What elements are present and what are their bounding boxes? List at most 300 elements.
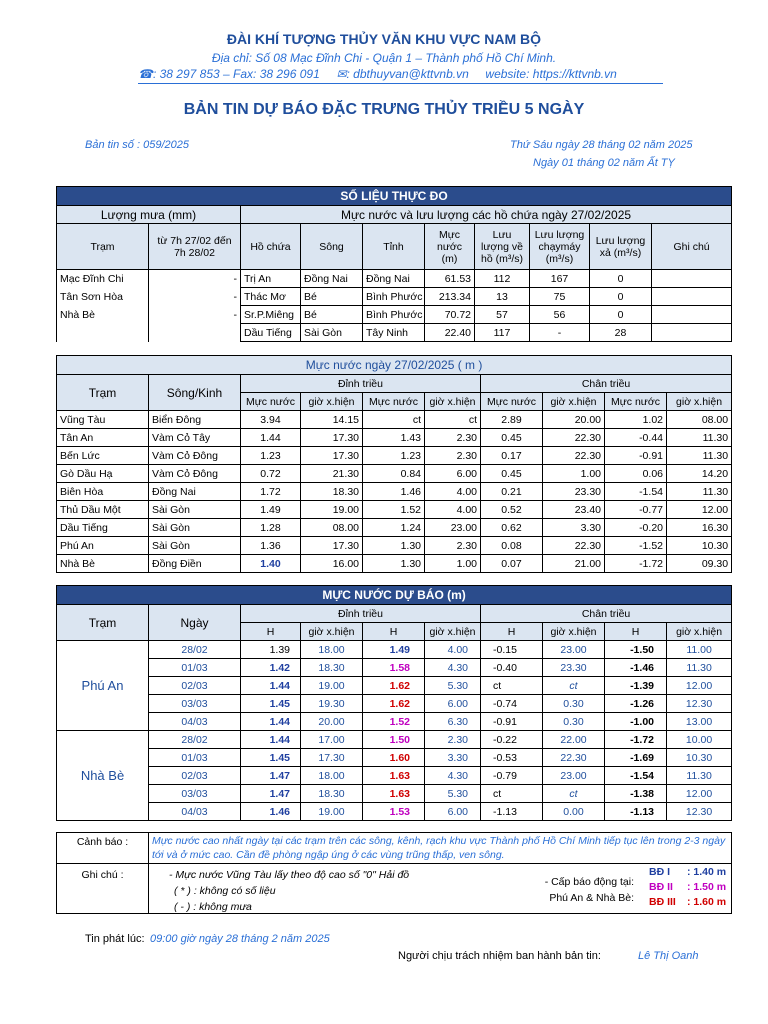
table-row — [57, 803, 732, 821]
table-cell: -1.52 — [605, 537, 667, 555]
table-cell: 0.21 — [481, 483, 543, 501]
alarm-level-value: 1.50 m — [693, 881, 727, 893]
table-cell: -1.00 — [605, 713, 667, 731]
table-cell: 0 — [590, 270, 652, 288]
table-cell: 1.30 — [363, 555, 425, 573]
table-row — [57, 519, 732, 537]
subheader-cell: giờ x.hiện — [667, 393, 732, 411]
table-cell: 1.23 — [363, 447, 425, 465]
table-cell: 10.30 — [667, 749, 732, 767]
col-date: Ngày — [149, 605, 241, 641]
table-cell: 0.00 — [543, 803, 605, 821]
table-cell: 23.00 — [543, 641, 605, 659]
table-cell: -1.54 — [605, 767, 667, 785]
table-cell: Tân Sơn Hòa — [57, 288, 149, 306]
table-cell: 04/03 — [149, 713, 241, 731]
table-cell: 2.30 — [425, 731, 481, 749]
table-cell: 12.00 — [667, 501, 732, 519]
table-cell: Mạc Đĩnh Chi — [57, 270, 149, 288]
table-cell: 4.00 — [425, 501, 481, 519]
table-cell: -0.91 — [481, 713, 543, 731]
table-cell: 1.24 — [363, 519, 425, 537]
rain-header: Lượng mưa (mm) — [57, 206, 241, 224]
table-cell: Phú An — [57, 537, 149, 555]
alarm-labels — [504, 874, 634, 906]
table-cell: 21.30 — [301, 465, 363, 483]
issued-time: 09:00 giờ ngày 28 tháng 2 năm 2025 — [150, 933, 330, 945]
table-cell: 0.17 — [481, 447, 543, 465]
table-cell: 16.00 — [301, 555, 363, 573]
table-cell: 17.30 — [301, 749, 363, 767]
table-cell: 1.39 — [241, 641, 301, 659]
observed-title: SỐ LIỆU THỰC ĐO — [57, 187, 732, 206]
table-cell: 22.30 — [543, 537, 605, 555]
table-cell: 1.45 — [241, 749, 301, 767]
subheader-cell: giờ x.hiện — [667, 623, 732, 641]
alarm-sep: : — [687, 881, 694, 893]
table-cell: 1.43 — [363, 429, 425, 447]
table-cell: 11.00 — [667, 641, 732, 659]
col-province: Tỉnh — [363, 224, 425, 270]
table-cell: 22.30 — [543, 429, 605, 447]
table-row — [57, 411, 732, 429]
forecast-station: Nhà Bè — [57, 731, 149, 821]
col-station: Trạm — [57, 605, 149, 641]
low-tide-header: Chân triều — [481, 375, 732, 393]
subheader-cell: H — [241, 623, 301, 641]
alarm-level-value: 1.60 m — [693, 896, 727, 908]
table-cell: 12.30 — [667, 803, 732, 821]
table-cell: 08.00 — [301, 519, 363, 537]
table-cell: Thủ Dầu Một — [57, 501, 149, 519]
note-line: - Mực nước Vũng Tàu lấy theo độ cao số "0" Hải đồ — [169, 869, 410, 881]
table-cell: -0.22 — [481, 731, 543, 749]
table-cell: 1.46 — [241, 803, 301, 821]
table-cell: Tây Ninh — [363, 324, 425, 342]
table-cell: -1.72 — [605, 555, 667, 573]
alarm-level — [649, 865, 726, 880]
table-cell: -0.74 — [481, 695, 543, 713]
table-cell: ct — [481, 785, 543, 803]
table-cell: -1.69 — [605, 749, 667, 767]
note-line: ( - ) : không mưa — [174, 901, 252, 913]
table-cell: 04/03 — [149, 803, 241, 821]
alarm-sep: : — [687, 896, 694, 908]
phone-icon: ☎ — [138, 67, 153, 81]
table-cell: 11.30 — [667, 447, 732, 465]
table-cell: 1.28 — [241, 519, 301, 537]
table-cell: Dầu Tiếng — [57, 519, 149, 537]
table-cell: 6.30 — [425, 713, 481, 731]
table-cell: -0.20 — [605, 519, 667, 537]
table-cell: -1.26 — [605, 695, 667, 713]
forecast-title: MỰC NƯỚC DỰ BÁO (m) — [57, 586, 732, 605]
table-cell: 5.30 — [425, 677, 481, 695]
table-cell: 1.60 — [363, 749, 425, 767]
table-cell: 0.84 — [363, 465, 425, 483]
table-cell: 1.62 — [363, 695, 425, 713]
table-cell: 1.44 — [241, 731, 301, 749]
alarm-level — [649, 880, 726, 895]
table-cell: 08.00 — [667, 411, 732, 429]
table-cell: 1.44 — [241, 677, 301, 695]
table-cell: Vàm Cỏ Đông — [149, 465, 241, 483]
table-cell: 22.30 — [543, 447, 605, 465]
table-cell: 1.52 — [363, 713, 425, 731]
notes-label: Ghi chú : — [57, 864, 149, 914]
table-cell: 28 — [590, 324, 652, 342]
alarm-label: Phú An & Nhà Bè: — [549, 892, 634, 904]
table-cell: 1.58 — [363, 659, 425, 677]
table-cell: 19.00 — [301, 677, 363, 695]
table-cell: 02/03 — [149, 767, 241, 785]
table-cell: 117 — [475, 324, 530, 342]
table-cell: 17.00 — [301, 731, 363, 749]
table-cell: 18.30 — [301, 785, 363, 803]
table-cell: 4.30 — [425, 659, 481, 677]
table-cell: 2.30 — [425, 429, 481, 447]
table-row — [57, 465, 732, 483]
contact-line — [138, 67, 663, 84]
col-reservoir: Hồ chứa — [241, 224, 301, 270]
table-cell — [149, 324, 241, 342]
levels-title: Mực nước ngày 27/02/2025 ( m ) — [57, 356, 732, 375]
table-cell: 4.00 — [425, 641, 481, 659]
table-row — [57, 641, 732, 659]
table-cell: Vàm Cỏ Đông — [149, 447, 241, 465]
table-cell: Biên Hòa — [57, 483, 149, 501]
table-cell: 1.62 — [363, 677, 425, 695]
table-cell: 1.00 — [425, 555, 481, 573]
table-cell: ct — [543, 677, 605, 695]
page-title: BẢN TIN DỰ BÁO ĐẶC TRƯNG THỦY TRIỀU 5 NGÀY — [183, 101, 585, 118]
table-cell: 112 — [475, 270, 530, 288]
table-cell: -0.53 — [481, 749, 543, 767]
table-cell: Đồng Nai — [301, 270, 363, 288]
subheader-cell: giờ x.hiện — [425, 623, 481, 641]
table-cell: Gò Dầu Hạ — [57, 465, 149, 483]
table-cell: 23.00 — [543, 767, 605, 785]
table-row — [57, 288, 732, 306]
col-river: Sông/Kinh — [149, 375, 241, 411]
table-row — [57, 324, 732, 342]
table-cell: 1.44 — [241, 713, 301, 731]
table-cell: 20.00 — [543, 411, 605, 429]
table-cell: Bé — [301, 288, 363, 306]
bulletin-number: Bản tin số : 059/2025 — [85, 139, 189, 151]
observed-data-table — [56, 186, 732, 342]
table-cell: 1.40 — [241, 555, 301, 573]
subheader-cell: giờ x.hiện — [301, 393, 363, 411]
table-cell: 3.94 — [241, 411, 301, 429]
table-cell: 4.30 — [425, 767, 481, 785]
col-turbine-flow: Lưu lượng chạymáy (m³/s) — [530, 224, 590, 270]
table-cell: 1.36 — [241, 537, 301, 555]
forecast-table — [56, 585, 732, 821]
alarm-level — [649, 895, 726, 910]
table-cell: 19.00 — [301, 501, 363, 519]
table-row — [57, 767, 732, 785]
table-cell: 23.40 — [543, 501, 605, 519]
table-cell: -0.77 — [605, 501, 667, 519]
table-cell: 1.49 — [241, 501, 301, 519]
table-cell: ct — [425, 411, 481, 429]
table-cell: 0.08 — [481, 537, 543, 555]
table-cell: 0.30 — [543, 695, 605, 713]
table-cell: 1.52 — [363, 501, 425, 519]
table-cell: ct — [481, 677, 543, 695]
table-cell: 11.30 — [667, 659, 732, 677]
subheader-cell: Mực nước — [363, 393, 425, 411]
table-cell: -1.39 — [605, 677, 667, 695]
subheader-cell: H — [605, 623, 667, 641]
table-cell — [652, 306, 732, 324]
table-cell: 0.72 — [241, 465, 301, 483]
subheader-cell: Mực nước — [481, 393, 543, 411]
table-cell: Đồng Nai — [149, 483, 241, 501]
table-cell: 167 — [530, 270, 590, 288]
table-cell: - — [149, 288, 241, 306]
alarm-levels — [649, 865, 726, 910]
table-cell: 03/03 — [149, 695, 241, 713]
table-row — [57, 537, 732, 555]
table-row — [57, 677, 732, 695]
col-inflow: Lưu lượng về hồ (m³/s) — [475, 224, 530, 270]
table-cell: -1.72 — [605, 731, 667, 749]
table-cell: 1.02 — [605, 411, 667, 429]
low-tide-header: Chân triều — [481, 605, 732, 623]
responsible-label: Người chịu trách nhiệm ban hành bản tin: — [398, 950, 601, 962]
subheader-cell: H — [363, 623, 425, 641]
table-row — [57, 270, 732, 288]
table-cell: 2.89 — [481, 411, 543, 429]
table-cell: 6.00 — [425, 695, 481, 713]
table-cell: ct — [363, 411, 425, 429]
table-cell: 0 — [590, 306, 652, 324]
col-water-level: Mực nước (m) — [425, 224, 475, 270]
phone-fax: : 38 297 853 – Fax: 38 296 091 — [152, 67, 320, 81]
table-cell: 23.30 — [543, 659, 605, 677]
table-cell: Vũng Tàu — [57, 411, 149, 429]
table-cell: ct — [543, 785, 605, 803]
table-cell: 6.00 — [425, 465, 481, 483]
table-cell: 14.15 — [301, 411, 363, 429]
table-row — [57, 306, 732, 324]
col-station: Trạm — [57, 375, 149, 411]
email-address: : dbthuyvan@kttvnb.vn — [346, 67, 469, 81]
table-row — [57, 483, 732, 501]
subheader-cell: giờ x.hiện — [543, 393, 605, 411]
warning-label: Cảnh báo : — [57, 833, 149, 864]
table-cell: - — [149, 270, 241, 288]
table-cell: 0.45 — [481, 429, 543, 447]
table-cell: Đồng Nai — [363, 270, 425, 288]
table-cell: -0.40 — [481, 659, 543, 677]
table-cell: 13.00 — [667, 713, 732, 731]
table-cell: Dầu Tiếng — [241, 324, 301, 342]
table-cell: 0 — [590, 288, 652, 306]
table-cell: 1.53 — [363, 803, 425, 821]
table-cell: 10.00 — [667, 731, 732, 749]
table-cell: Sài Gòn — [149, 537, 241, 555]
table-cell: 11.30 — [667, 483, 732, 501]
table-cell: 6.00 — [425, 803, 481, 821]
table-cell: 23.00 — [425, 519, 481, 537]
alarm-level-name: BĐ III — [649, 896, 676, 908]
table-cell: - — [530, 324, 590, 342]
table-cell: 21.00 — [543, 555, 605, 573]
table-cell: 23.30 — [543, 483, 605, 501]
table-cell: Sài Gòn — [149, 501, 241, 519]
table-row — [57, 447, 732, 465]
table-row — [57, 785, 732, 803]
table-row — [57, 501, 732, 519]
table-cell: 3.30 — [425, 749, 481, 767]
table-cell: 18.00 — [301, 767, 363, 785]
col-discharge: Lưu lượng xả (m³/s) — [590, 224, 652, 270]
table-cell: 12.30 — [667, 695, 732, 713]
reservoir-header: Mực nước và lưu lượng các hồ chứa ngày 27/02/2025 — [241, 206, 732, 224]
table-cell: 17.30 — [301, 537, 363, 555]
table-cell: -0.44 — [605, 429, 667, 447]
table-cell: 0.52 — [481, 501, 543, 519]
table-cell: 11.30 — [667, 767, 732, 785]
table-cell: 2.30 — [425, 537, 481, 555]
table-cell: 1.63 — [363, 785, 425, 803]
high-tide-header: Đỉnh triều — [241, 605, 481, 623]
table-cell: 19.30 — [301, 695, 363, 713]
table-cell: 0.45 — [481, 465, 543, 483]
table-row — [57, 695, 732, 713]
org-name: ĐÀI KHÍ TƯỢNG THỦY VĂN KHU VỰC NAM BỘ — [226, 31, 542, 47]
table-cell: 17.30 — [301, 429, 363, 447]
subheader-cell: giờ x.hiện — [425, 393, 481, 411]
table-cell: 1.49 — [363, 641, 425, 659]
table-cell: 17.30 — [301, 447, 363, 465]
alarm-label: - Cấp báo động tại: — [544, 876, 634, 888]
table-cell: 4.00 — [425, 483, 481, 501]
table-cell: 09.30 — [667, 555, 732, 573]
table-cell: Bình Phước — [363, 306, 425, 324]
table-cell: -1.13 — [605, 803, 667, 821]
table-cell: 0.62 — [481, 519, 543, 537]
table-cell: 18.30 — [301, 483, 363, 501]
table-cell: Thác Mơ — [241, 288, 301, 306]
table-cell: 12.00 — [667, 677, 732, 695]
table-cell: 2.30 — [425, 447, 481, 465]
table-row — [57, 429, 732, 447]
subheader-cell: Mực nước — [241, 393, 301, 411]
mail-icon: ✉ — [336, 67, 347, 81]
website-link[interactable]: website: https://kttvnb.vn — [485, 67, 617, 81]
table-cell: 56 — [530, 306, 590, 324]
forecast-station: Phú An — [57, 641, 149, 731]
table-cell: -1.46 — [605, 659, 667, 677]
table-cell: 213.34 — [425, 288, 475, 306]
table-cell: 22.40 — [425, 324, 475, 342]
table-cell — [652, 324, 732, 342]
table-cell: Nhà Bè — [57, 306, 149, 324]
notes-lines — [169, 867, 409, 914]
table-cell: 12.00 — [667, 785, 732, 803]
table-row — [57, 749, 732, 767]
col-river: Sông — [301, 224, 363, 270]
table-cell: 1.30 — [363, 537, 425, 555]
table-cell: 18.00 — [301, 641, 363, 659]
table-cell: -1.50 — [605, 641, 667, 659]
table-cell: 1.45 — [241, 695, 301, 713]
table-cell: Sr.P.Miêng — [241, 306, 301, 324]
subheader-cell: giờ x.hiện — [301, 623, 363, 641]
subheader-cell: H — [481, 623, 543, 641]
table-cell: 19.00 — [301, 803, 363, 821]
note-line: ( * ) : không có số liệu — [174, 885, 276, 897]
date-lunar: Ngày 01 tháng 02 năm Ất TỴ — [533, 157, 675, 169]
table-cell: 14.20 — [667, 465, 732, 483]
col-rain-period: từ 7h 27/02 đến 7h 28/02 — [149, 224, 241, 270]
col-notes: Ghi chú — [652, 224, 732, 270]
table-cell: Bình Phước — [363, 288, 425, 306]
notes-body — [149, 864, 732, 914]
table-cell: Nhà Bè — [57, 555, 149, 573]
table-cell: 1.50 — [363, 731, 425, 749]
date-solar: Thứ Sáu ngày 28 tháng 02 năm 2025 — [510, 139, 693, 151]
table-cell: 0.06 — [605, 465, 667, 483]
table-cell: Vàm Cỏ Tây — [149, 429, 241, 447]
table-cell: 75 — [530, 288, 590, 306]
table-cell: 16.30 — [667, 519, 732, 537]
table-cell: Sài Gòn — [301, 324, 363, 342]
warning-notes-table — [56, 832, 732, 914]
table-cell: -1.13 — [481, 803, 543, 821]
alarm-level-value: 1.40 m — [693, 866, 727, 878]
subheader-cell: Mực nước — [605, 393, 667, 411]
table-cell: 1.46 — [363, 483, 425, 501]
table-cell: 10.30 — [667, 537, 732, 555]
warning-text: Mực nước cao nhất ngày tại các trạm trên các sông, kênh, rạch khu vực Thành phố Hồ Chí Minh tiếp tục lên trong 2-3 ngày tới và ở mức cao. Cần đề phòng ngập úng ở các vùng trũng thấp, ven sông. — [149, 833, 732, 864]
table-cell: 0.30 — [543, 713, 605, 731]
table-cell: 1.47 — [241, 785, 301, 803]
table-cell: -1.38 — [605, 785, 667, 803]
table-row — [57, 555, 732, 573]
table-cell: Bến Lức — [57, 447, 149, 465]
table-cell: 01/03 — [149, 749, 241, 767]
table-cell: -1.54 — [605, 483, 667, 501]
table-cell: 61.53 — [425, 270, 475, 288]
high-tide-header: Đỉnh triều — [241, 375, 481, 393]
table-cell: Bé — [301, 306, 363, 324]
table-row — [57, 713, 732, 731]
issued-label: Tin phát lúc: — [85, 933, 145, 945]
table-cell: Sài Gòn — [149, 519, 241, 537]
table-cell: Đồng Điền — [149, 555, 241, 573]
table-cell: Trị An — [241, 270, 301, 288]
table-cell: 1.44 — [241, 429, 301, 447]
table-cell — [652, 270, 732, 288]
table-row — [57, 659, 732, 677]
table-cell: Biển Đông — [149, 411, 241, 429]
table-cell: 1.47 — [241, 767, 301, 785]
table-cell: 1.23 — [241, 447, 301, 465]
table-cell: 22.00 — [543, 731, 605, 749]
table-cell: 57 — [475, 306, 530, 324]
col-station: Trạm — [57, 224, 149, 270]
table-cell: Tân An — [57, 429, 149, 447]
table-cell: 3.30 — [543, 519, 605, 537]
table-cell: 28/02 — [149, 641, 241, 659]
table-cell — [57, 324, 149, 342]
table-cell: - — [149, 306, 241, 324]
